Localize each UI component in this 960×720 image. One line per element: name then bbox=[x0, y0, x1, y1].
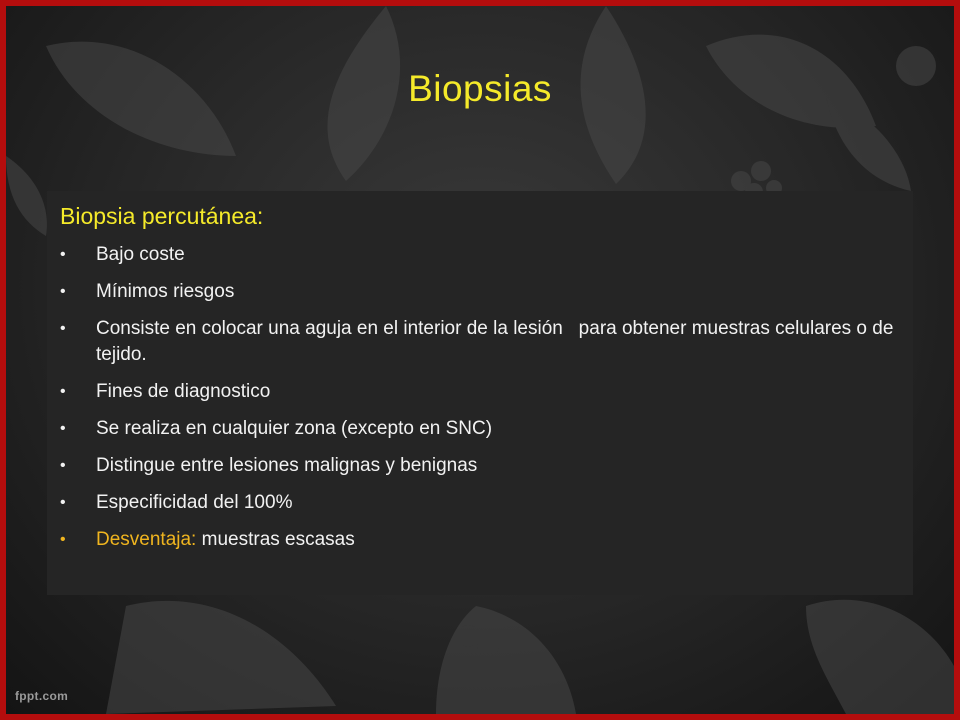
bullet-list bbox=[60, 242, 899, 553]
bullet-icon: • bbox=[60, 383, 66, 400]
bullet-text: Fines de diagnostico bbox=[96, 381, 271, 402]
bullet-item bbox=[60, 453, 899, 479]
bullet-icon: • bbox=[60, 420, 66, 437]
bullet-icon: • bbox=[60, 320, 66, 337]
bullet-icon: • bbox=[60, 283, 66, 300]
bullet-text: Consiste en colocar una aguja en el interior de la lesión para obtener muestras celulares o de tejido. bbox=[96, 318, 899, 365]
bullet-item bbox=[60, 416, 899, 442]
content-panel bbox=[47, 191, 913, 595]
disadvantage-text: muestras escasas bbox=[196, 529, 355, 550]
bullet-text: Mínimos riesgos bbox=[96, 281, 235, 302]
bullet-icon: • bbox=[60, 494, 66, 511]
fppt-logo: fppt.com bbox=[15, 689, 69, 703]
bullet-item bbox=[60, 242, 899, 268]
bullet-icon: • bbox=[60, 246, 66, 263]
bullet-text: Bajo coste bbox=[96, 244, 185, 265]
bullet-item bbox=[60, 279, 899, 305]
bullet-item bbox=[60, 379, 899, 405]
bullet-item bbox=[60, 316, 899, 368]
slide-title: Biopsias bbox=[408, 68, 552, 109]
bullet-item bbox=[60, 490, 899, 516]
bullet-item-disadvantage bbox=[60, 527, 899, 553]
bullet-text: Se realiza en cualquier zona (excepto en SNC) bbox=[96, 418, 493, 439]
disadvantage-label: Desventaja: bbox=[96, 529, 197, 550]
bullet-text: Especificidad del 100% bbox=[96, 492, 293, 513]
bullet-text: Distingue entre lesiones malignas y benignas bbox=[96, 455, 478, 476]
bullet-icon: • bbox=[60, 457, 66, 474]
section-subtitle: Biopsia percutánea: bbox=[60, 203, 264, 229]
bullet-icon: • bbox=[60, 531, 66, 548]
